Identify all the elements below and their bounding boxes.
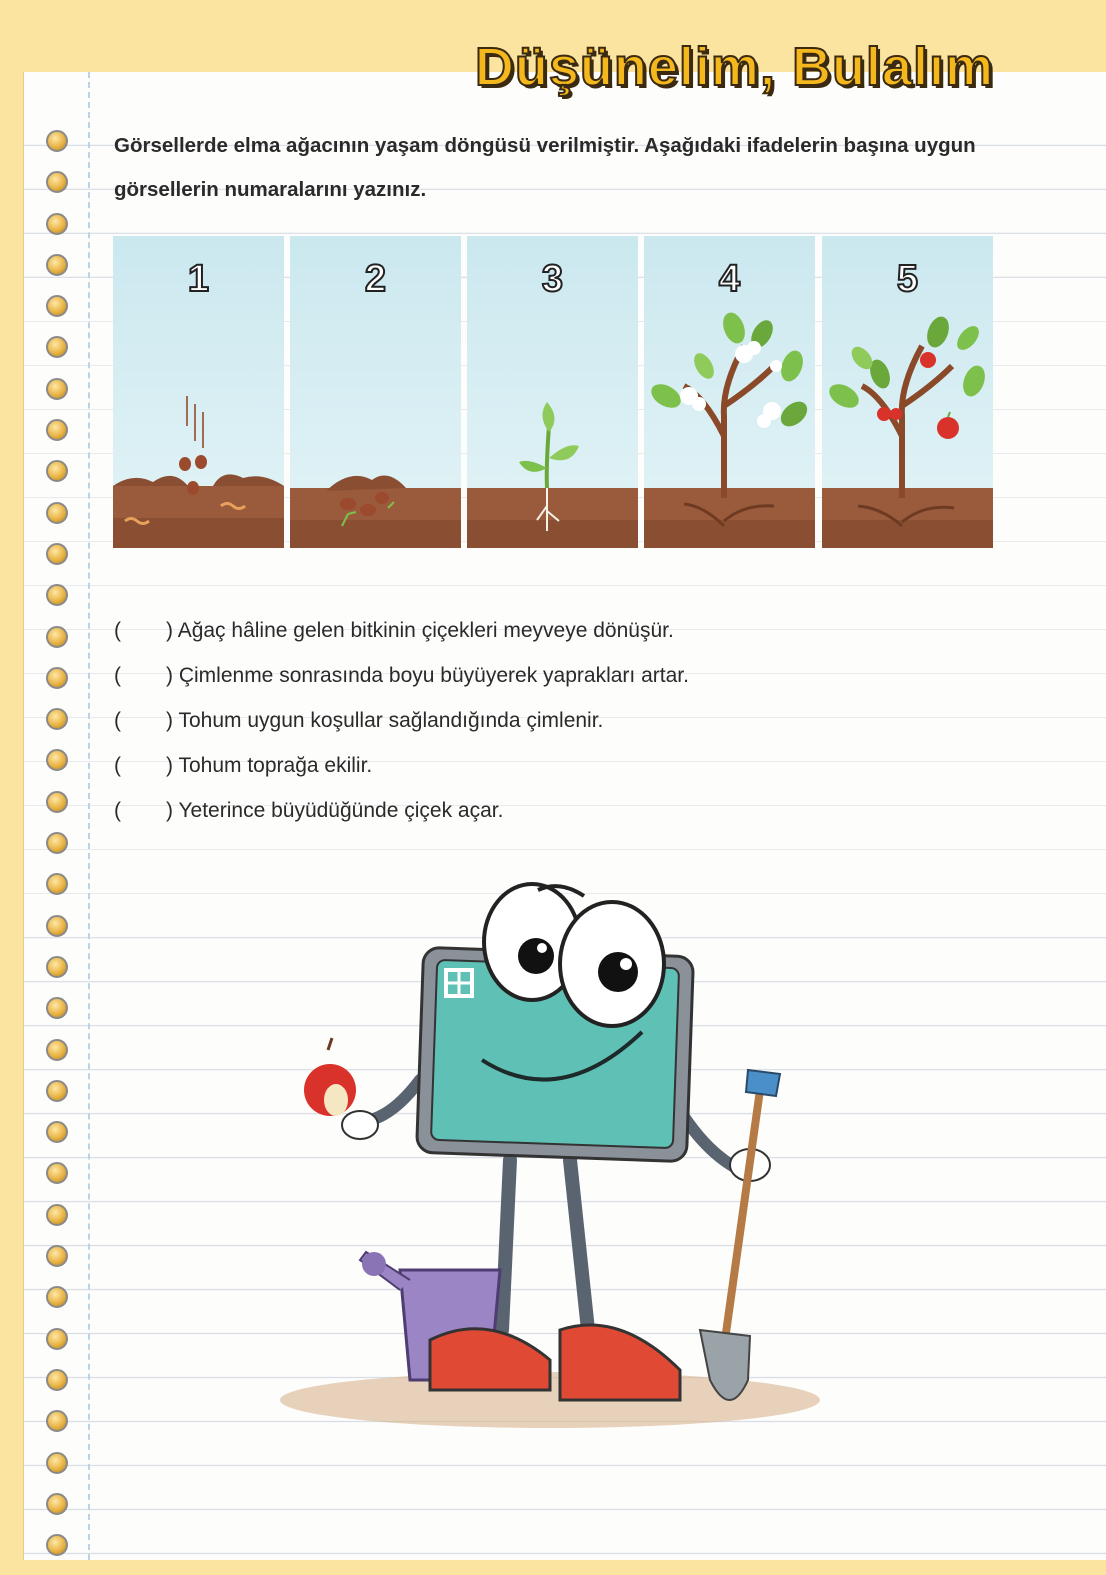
binder-ring [46, 749, 68, 771]
binder-ring [46, 1245, 68, 1267]
panel-4 [644, 236, 815, 548]
binder-ring [46, 708, 68, 730]
binder-ring [46, 130, 68, 152]
binder-ring [46, 213, 68, 235]
binder-ring [46, 626, 68, 648]
panel-number: 2 [364, 258, 387, 300]
binder-ring [46, 584, 68, 606]
binder-ring [46, 1039, 68, 1061]
binder-ring [46, 1121, 68, 1143]
binder-ring [46, 667, 68, 689]
binder-ring [46, 1080, 68, 1102]
panel-number: 3 [541, 258, 564, 300]
paren-close: ) [166, 664, 173, 687]
binder-ring [46, 1493, 68, 1515]
panel-number: 5 [896, 258, 919, 300]
page-title: Düşünelim, Bulalım [474, 37, 994, 97]
paren-close: ) [166, 799, 173, 822]
binder-ring [46, 873, 68, 895]
binder-ring [46, 502, 68, 524]
binder-ring [46, 336, 68, 358]
binder-ring [46, 1452, 68, 1474]
binder-ring [46, 791, 68, 813]
binder-ring [46, 915, 68, 937]
instruction-text: Görsellerde elma ağacının yaşam döngüsü verilmiştir. Aşağıdaki ifadelerin başına uygun görsellerin numaralarını yazınız. [114, 134, 976, 201]
margin-line [88, 72, 90, 1560]
binder-ring [46, 1410, 68, 1432]
tablet-mascot-gardener [270, 860, 850, 1450]
panel-1 [113, 236, 284, 548]
binder-rings [46, 130, 74, 1575]
paren-close: ) [166, 619, 173, 642]
binder-ring [46, 997, 68, 1019]
paren-open: ( [114, 799, 121, 822]
binder-ring [46, 832, 68, 854]
statement-text: Çimlenme sonrasında boyu büyüyerek yaprakları artar. [178, 664, 689, 687]
binder-ring [46, 1286, 68, 1308]
binder-ring [46, 1328, 68, 1350]
binder-ring [46, 543, 68, 565]
paren-open: ( [114, 664, 121, 687]
panel-3 [467, 236, 638, 548]
life-cycle-panels [113, 236, 993, 548]
binder-ring [46, 956, 68, 978]
statement-text: Yeterince büyüdüğünde çiçek açar. [178, 799, 504, 822]
panel-2 [290, 236, 461, 548]
mascot-illustration [270, 860, 850, 1455]
paren-close: ) [166, 709, 173, 732]
binder-ring [46, 460, 68, 482]
binder-ring [46, 254, 68, 276]
paren-close: ) [166, 754, 173, 777]
paren-open: ( [114, 709, 121, 732]
binder-ring [46, 378, 68, 400]
panel-number: 4 [718, 258, 741, 300]
binder-ring [46, 419, 68, 441]
paren-open: ( [114, 754, 121, 777]
binder-ring [46, 171, 68, 193]
paren-open: ( [114, 619, 121, 642]
binder-ring [46, 1162, 68, 1184]
binder-ring [46, 295, 68, 317]
binder-ring [46, 1369, 68, 1391]
panel-5 [822, 236, 993, 548]
panel-number: 1 [187, 258, 210, 300]
binder-ring [46, 1204, 68, 1226]
statement-text: Tohum toprağa ekilir. [178, 754, 373, 777]
binder-ring [46, 1534, 68, 1556]
statement-text: Tohum uygun koşullar sağlandığında çimlenir. [178, 709, 604, 732]
statement-text: Ağaç hâline gelen bitkinin çiçekleri meyveye dönüşür. [177, 619, 674, 642]
